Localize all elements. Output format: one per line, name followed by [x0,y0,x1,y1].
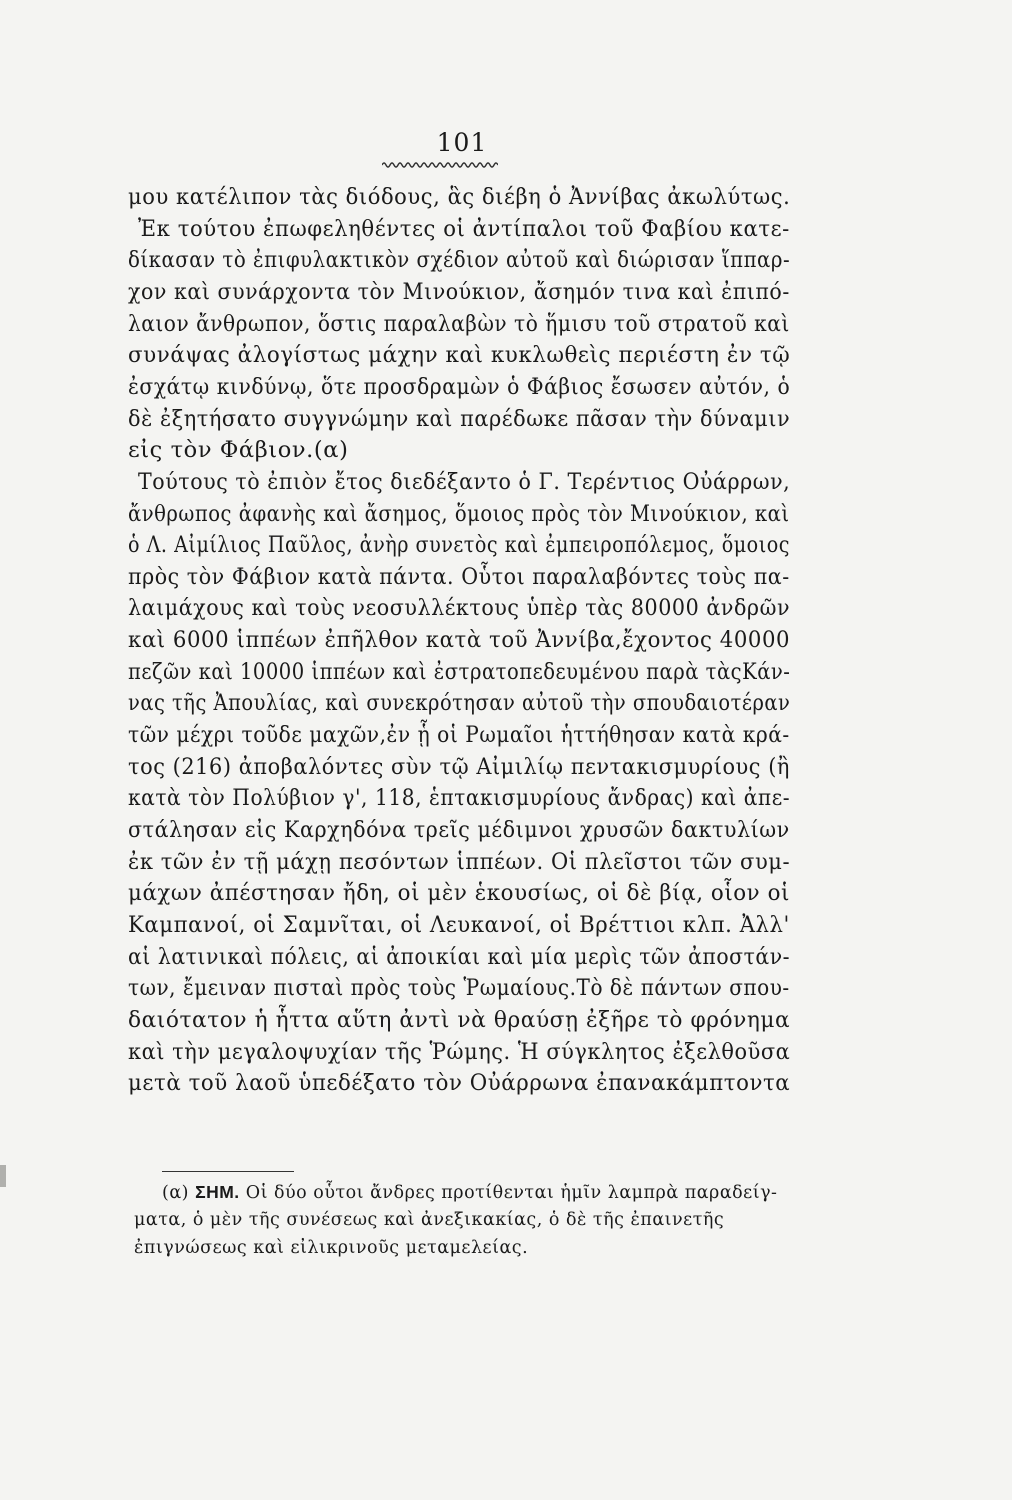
text-line: δὲ ἐξητήσατο συγγνώμην καὶ παρέδωκε πᾶσαν τὴν δύναμιν [128,405,791,432]
footnote-line-1 [162,1180,777,1205]
text-line: ὁ Λ. Αἰμίλιος Παῦλος, ἀνὴρ συνετὸς καὶ ἐμπειροπόλεμος, ὅμοιος [128,532,790,559]
text-line: λαιμάχους καὶ τοὺς νεοσυλλέκτους ὑπὲρ τὰς 80000 ἀνδρῶν [128,595,791,622]
text-line: καὶ τὴν μεγαλοψυχίαν τῆς Ῥώμης. Ἡ σύγκλητος ἐξελθοῦσα [128,1038,791,1065]
text-line: αἱ λατινικαὶ πόλεις, αἱ ἀποικίαι καὶ μία μερὶς τῶν ἀποστάν- [128,943,791,970]
text-line: ἐσχάτῳ κινδύνῳ, ὅτε προσδραμὼν ὁ Φάβιος ἔσωσεν αὐτόν, ὁ [128,373,791,400]
footnote-marker: (α) [162,1183,189,1203]
text-line: μετὰ τοῦ λαοῦ ὑπεδέξατο τὸν Οὐάρρωνα ἐπανακάμπτοντα [128,1070,791,1097]
text-line: καὶ 6000 ἱππέων ἐπῆλθον κατὰ τοῦ Ἀννίβα,ἔχοντος 40000 [128,627,791,654]
text-line: τος (216) ἀποβαλόντες σὺν τῷ Αἰμιλίῳ πεντακισμυρίους (ἢ [128,753,790,780]
text-line: στάλησαν εἰς Καρχηδόνα τρεῖς μέδιμνοι χρυσῶν δακτυλίων [128,817,790,843]
text-line: Τούτους τὸ ἐπιὸν ἔτος διεδέξαντο ὁ Γ. Τερέντιος Οὐάρρων, [138,468,791,495]
text-line: μάχων ἀπέστησαν ἤδη, οἱ μὲν ἑκουσίως, οἱ δὲ βίᾳ, οἷον οἱ [128,880,790,907]
footnote-line-3: ἐπιγνώσεως καὶ εἰλικρινοῦς μεταμελείας. [134,1238,529,1258]
text-line: κατὰ τὸν Πολύβιον γ', 118, ἑπτακισμυρίους ἄνδρας) καὶ ἀπε- [128,785,791,812]
text-line: συνάψας ἀλογίστως μάχην καὶ κυκλωθεὶς περιέστη ἐν τῷ [128,342,791,369]
text-line: τῶν μέχρι τοῦδε μαχῶν,ἐν ᾗ οἱ Ρωμαῖοι ἡττήθησαν κατὰ κρά- [128,722,790,749]
text-line: δαιότατον ἡ ἧττα αὕτη ἀντὶ νὰ θραύσῃ ἐξῆρε τὸ φρόνημα [128,1006,791,1033]
text-line: δίκασαν τὸ ἐπιφυλακτικὸν σχέδιον αὐτοῦ καὶ διώρισαν ἵππαρ- [128,247,791,274]
page-number: 101 [436,128,488,157]
footnote-label: ΣΗΜ. [195,1182,240,1202]
footnote-rule [162,1171,294,1172]
footnote-line-2: ματα, ὁ μὲν τῆς συνέσεως καὶ ἀνεξικακίας, ὁ δὲ τῆς ἐπαινετῆς [134,1210,725,1230]
text-line: Καμπανοί, οἱ Σαμνῖται, οἱ Λευκανοί, οἱ Βρέττιοι κλπ. Ἀλλ' [128,911,790,938]
footnote-text-1: Οἱ δύο οὗτοι ἄνδρες προτίθενται ἡμῖν λαμπρὰ παραδείγ- [245,1183,778,1203]
text-line: νας τῆς Ἀπουλίας, καὶ συνεκρότησαν αὐτοῦ τὴν σπουδαιοτέραν [128,690,791,717]
scan-edge-mark [0,1165,6,1187]
text-line: Ἐκ τούτου ἐπωφεληθέντες οἱ ἀντίπαλοι τοῦ Φαβίου κατε- [138,215,790,242]
text-line: ἐκ τῶν ἐν τῇ μάχῃ πεσόντων ἱππέων. Οἱ πλεῖστοι τῶν συμ- [128,848,791,875]
text-line: χον καὶ συνάρχοντα τὸν Μινούκιον, ἄσημόν τινα καὶ ἐπιπό- [128,278,790,305]
text-line: πεζῶν καὶ 10000 ἱππέων καὶ ἐστρατοπεδευμένου παρὰ τὰςΚάν- [128,658,791,685]
text-line: λαιον ἄνθρωπον, ὅστις παραλαβὼν τὸ ἥμισυ τοῦ στρατοῦ καὶ [128,310,790,337]
text-line: των, ἔμειναν πισταὶ πρὸς τοὺς Ῥωμαίους.Τὸ δὲ πάντων σπου- [128,975,790,1002]
text-line: μου κατέλιπον τὰς διόδους, ἃς διέβη ὁ Ἀννίβας ἀκωλύτως. [128,184,791,210]
text-line: πρὸς τὸν Φάβιον κατὰ πάντα. Οὗτοι παραλαβόντες τοὺς πα- [128,563,790,590]
text-line: εἰς τὸν Φάβιον.(α) [128,437,349,464]
text-line: ἄνθρωπος ἀφανὴς καὶ ἄσημος, ὅμοιος πρὸς τὸν Μινούκιον, καὶ [128,500,790,527]
